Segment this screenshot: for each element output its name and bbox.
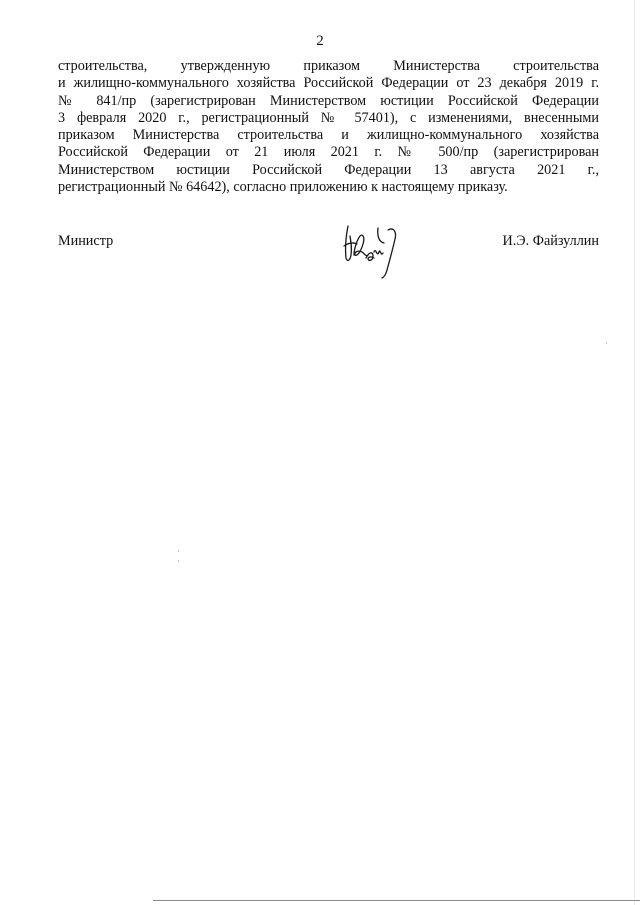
scan-artifact bbox=[178, 550, 179, 552]
body-line: Министерством юстиции Российской Федерации 13 августа 2021 г., bbox=[58, 161, 599, 178]
scan-bottom-edge bbox=[153, 900, 640, 901]
body-line: регистрационный № 64642), согласно приложению к настоящему приказу. bbox=[58, 179, 508, 196]
signatory-name: И.Э. Файзуллин bbox=[502, 233, 599, 249]
signature-block bbox=[58, 222, 599, 282]
scan-edge bbox=[634, 0, 635, 905]
body-line: № 841/пр (зарегистрирован Министерством юстиции Российской Федерации bbox=[58, 92, 599, 109]
signatory-title: Министр bbox=[58, 233, 114, 249]
body-line: и жилищно-коммунального хозяйства Российской Федерации от 23 декабря 2019 г. bbox=[58, 75, 599, 92]
scan-artifact bbox=[606, 342, 607, 344]
handwritten-signature bbox=[338, 222, 406, 280]
body-line: 3 февраля 2020 г., регистрационный № 57401), с изменениями, внесенными bbox=[58, 109, 599, 126]
body-paragraph bbox=[58, 58, 599, 196]
body-line: Российской Федерации от 21 июля 2021 г. № 500/пр (зарегистрирован bbox=[58, 144, 599, 161]
body-line: приказом Министерства строительства и жилищно-коммунального хозяйства bbox=[58, 127, 599, 144]
body-line: строительства, утвержденную приказом Министерства строительства bbox=[58, 58, 599, 74]
scan-artifact bbox=[178, 560, 179, 562]
page-number: 2 bbox=[316, 33, 324, 49]
